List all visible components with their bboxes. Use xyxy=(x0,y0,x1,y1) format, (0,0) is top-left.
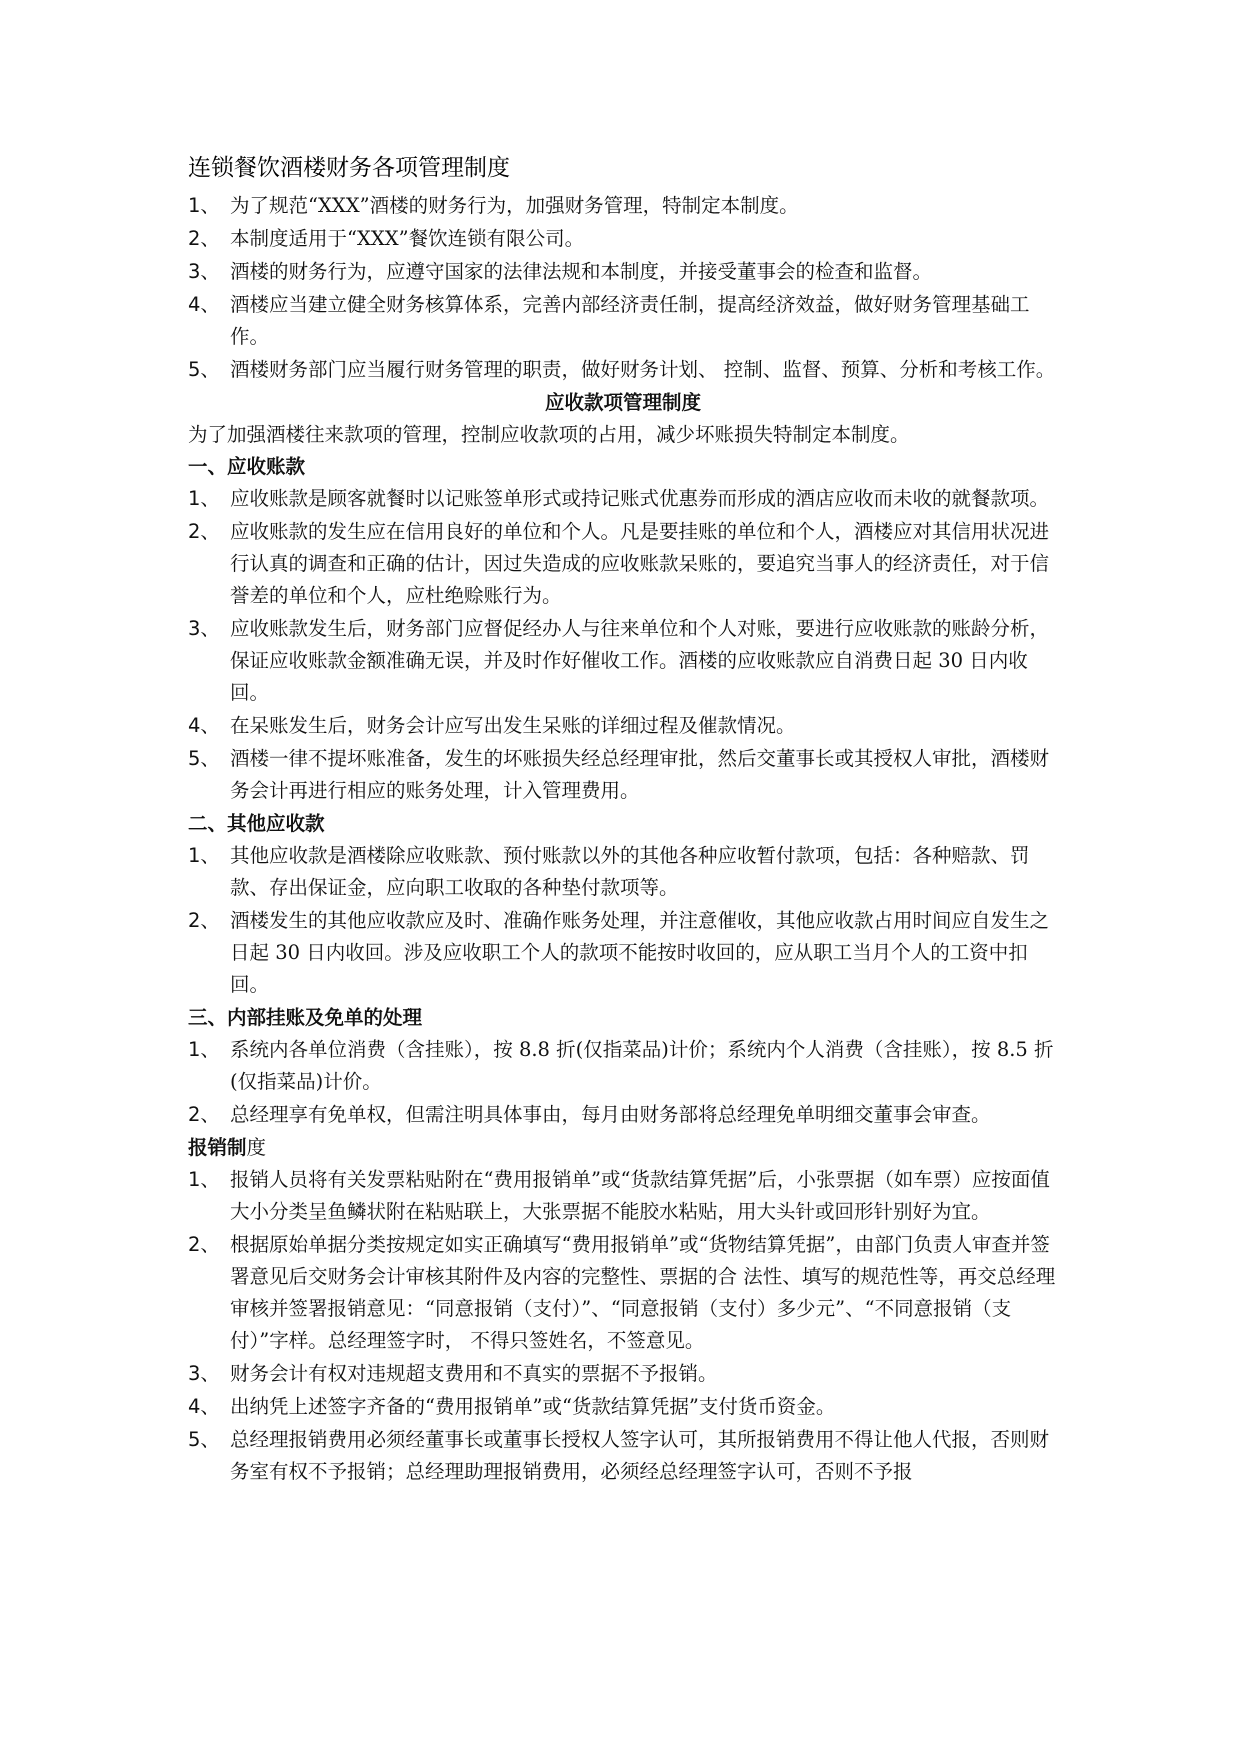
list-item xyxy=(188,483,1058,515)
list-item xyxy=(188,1358,1058,1390)
item-number: 1、 xyxy=(188,1168,220,1191)
list-item xyxy=(188,516,1058,612)
item-number: 1、 xyxy=(188,487,220,510)
item-number: 4、 xyxy=(188,714,220,737)
item-number: 2、 xyxy=(188,520,220,543)
item-number: 2、 xyxy=(188,227,220,250)
item-number: 1、 xyxy=(188,844,220,867)
list-item xyxy=(188,905,1058,1001)
item-text: 系统内各单位消费（含挂账），按 8.8 折(仅指菜品)计价；系统内个人消费（含挂账），按 8.5 折(仅指菜品)计价。 xyxy=(230,1038,1054,1093)
list-item xyxy=(188,613,1058,709)
section-heading: 一、应收账款 xyxy=(188,455,306,478)
list-item xyxy=(188,1034,1058,1098)
item-text: 总经理报销费用必须经董事长或董事长授权人签字认可，其所报销费用不得让他人代报，否则财务室有权不予报销；总经理助理报销费用，必须经总经理签字认可，否则不予报 xyxy=(230,1428,1050,1483)
item-number: 5、 xyxy=(188,358,220,381)
item-text: 财务会计有权对违规超支费用和不真实的票据不予报销。 xyxy=(230,1362,718,1385)
item-number: 3、 xyxy=(188,617,220,640)
list-item xyxy=(188,1424,1058,1488)
list-item xyxy=(188,1391,1058,1423)
item-number: 2、 xyxy=(188,1103,220,1126)
item-text: 酒楼发生的其他应收款应及时、准确作账务处理，并注意催收，其他应收款占用时间应自发生之日起 30 日内收回。涉及应收职工个人的款项不能按时收回的，应从职工当月个人的工资中扣回。 xyxy=(230,909,1050,996)
item-number: 4、 xyxy=(188,293,220,316)
list-item xyxy=(188,223,1058,255)
reimbursement-heading-rest: 度 xyxy=(246,1136,267,1159)
section-heading: 三、内部挂账及免单的处理 xyxy=(188,1006,423,1029)
item-text: 酒楼的财务行为，应遵守国家的法律法规和本制度，并接受董事会的检查和监督。 xyxy=(230,260,933,283)
item-text: 酒楼应当建立健全财务核算体系，完善内部经济责任制，提高经济效益，做好财务管理基础工作。 xyxy=(230,293,1030,348)
item-text: 应收账款是顾客就餐时以记账签单形式或持记账式优惠券而形成的酒店应收而未收的就餐款项。 xyxy=(230,487,1050,510)
item-number: 5、 xyxy=(188,747,220,770)
list-item xyxy=(188,1099,1058,1131)
item-text: 根据原始单据分类按规定如实正确填写“费用报销单”或“货物结算凭据”，由部门负责人审查并签署意见后交财务会计审核其附件及内容的完整性、票据的合 法性、填写的规范性等，再交总经理审核并签署报销意见：“同意报销（支付）”、“同意报销（支付）多少元”、“不同意报销（支付）”字样。总经理签字时， 不得只签姓名，不签意见。 xyxy=(230,1233,1056,1352)
reimbursement-heading-bold: 报销制 xyxy=(188,1136,247,1159)
section-heading: 二、其他应收款 xyxy=(188,812,325,835)
item-text: 应收账款的发生应在信用良好的单位和个人。凡是要挂账的单位和个人，酒楼应对其信用状况进行认真的调查和正确的估计，因过失造成的应收账款呆账的，要追究当事人的经济责任，对于信誉差的单位和个人，应杜绝赊账行为。 xyxy=(230,520,1050,607)
item-text: 本制度适用于“XXX”餐饮连锁有限公司。 xyxy=(230,227,585,250)
item-text: 应收账款发生后，财务部门应督促经办人与往来单位和个人对账，要进行应收账款的账龄分析，保证应收账款金额准确无误，并及时作好催收工作。酒楼的应收账款应自消费日起 30 日内收回。 xyxy=(230,617,1050,704)
list-item xyxy=(188,190,1058,222)
list-item xyxy=(188,840,1058,904)
item-text: 其他应收款是酒楼除应收账款、预付账款以外的其他各种应收暂付款项，包括：各种赔款、罚款、存出保证金，应向职工收取的各种垫付款项等。 xyxy=(230,844,1030,899)
item-number: 5、 xyxy=(188,1428,220,1451)
item-number: 1、 xyxy=(188,194,220,217)
item-number: 2、 xyxy=(188,909,220,932)
receivables-title: 应收款项管理制度 xyxy=(544,391,701,414)
list-item xyxy=(188,1164,1058,1228)
item-text: 酒楼一律不提坏账准备，发生的坏账损失经总经理审批，然后交董事长或其授权人审批，酒楼财务会计再进行相应的账务处理，计入管理费用。 xyxy=(230,747,1050,802)
list-item xyxy=(188,710,1058,742)
list-item xyxy=(188,743,1058,807)
document-title: 连锁餐饮酒楼财务各项管理制度 xyxy=(188,155,510,181)
receivables-intro: 为了加强酒楼往来款项的管理，控制应收款项的占用，减少坏账损失特制定本制度。 xyxy=(188,423,910,446)
document-body xyxy=(188,148,1058,1489)
item-number: 3、 xyxy=(188,260,220,283)
item-number: 1、 xyxy=(188,1038,220,1061)
item-text: 总经理享有免单权，但需注明具体事由，每月由财务部将总经理免单明细交董事会审查。 xyxy=(230,1103,991,1126)
list-item xyxy=(188,256,1058,288)
intro-list xyxy=(188,190,1058,386)
item-text: 报销人员将有关发票粘贴附在“费用报销单”或“货款结算凭据”后，小张票据（如车票）应按面值大小分类呈鱼鳞状附在粘贴联上，大张票据不能胶水粘贴，用大头针或回形针别好为宜。 xyxy=(230,1168,1050,1223)
item-text: 酒楼财务部门应当履行财务管理的职责，做好财务计划、 控制、监督、预算、分析和考核工作。 xyxy=(230,358,1056,381)
item-number: 3、 xyxy=(188,1362,220,1385)
item-number: 4、 xyxy=(188,1395,220,1418)
reimbursement-heading xyxy=(188,1132,1058,1164)
item-text: 为了规范“XXX”酒楼的财务行为，加强财务管理，特制定本制度。 xyxy=(230,194,799,217)
list-item xyxy=(188,1229,1058,1357)
list-item xyxy=(188,354,1058,386)
item-number: 2、 xyxy=(188,1233,220,1256)
list-item xyxy=(188,289,1058,353)
item-text: 出纳凭上述签字齐备的“费用报销单”或“货款结算凭据”支付货币资金。 xyxy=(230,1395,836,1418)
item-text: 在呆账发生后，财务会计应写出发生呆账的详细过程及催款情况。 xyxy=(230,714,796,737)
